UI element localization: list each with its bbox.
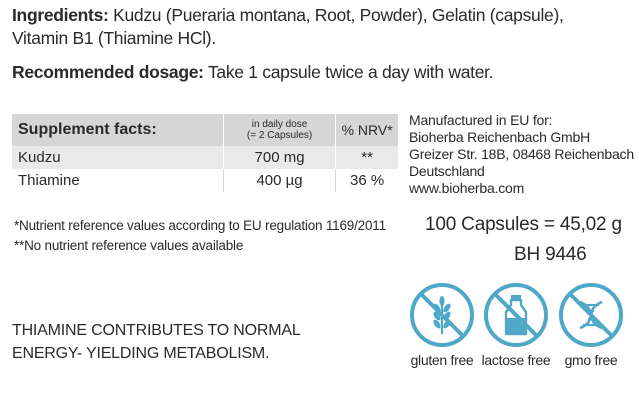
table-title: Supplement facts: [18, 121, 157, 138]
nrv-header: % NRV* [341, 121, 393, 138]
nrv-header-cell [336, 114, 398, 146]
table-title-cell [12, 114, 223, 146]
wheat-icon [409, 282, 475, 348]
manufacturer-company: Bioherba Reichenbach GmbH [409, 129, 590, 145]
product-code: BH 9446 [514, 244, 587, 265]
table-row [12, 146, 398, 169]
table-row [12, 169, 398, 192]
dna-icon [558, 282, 624, 348]
ingredient-nrv: ** [336, 146, 398, 169]
dosage-text [12, 62, 493, 83]
dose-header-line2: (= 2 Capsules) [246, 130, 313, 141]
capsule-quantity: 100 Capsules = 45,02 g [425, 214, 622, 235]
gluten-free-badge [404, 282, 480, 368]
table-header-row [12, 114, 398, 146]
footnote-nrv: *Nutrient reference values according to EU regulation 1169/2011 [14, 218, 386, 233]
ingredient-amount: 700 mg [223, 146, 335, 169]
health-claim [12, 319, 301, 365]
manufacturer-info [409, 112, 634, 197]
lactose-free-badge [478, 282, 554, 368]
ingredient-amount: 400 µg [223, 169, 335, 192]
footnote-no-nrv: **No nutrient reference values available [14, 238, 244, 253]
ingredients-value: Kudzu (Pueraria montana, Root, Powder), Gelatin (capsule), Vitamin B1 (Thiamine HCl). [12, 5, 564, 48]
footnotes [14, 216, 386, 256]
ingredients-text [12, 4, 612, 50]
dose-header-cell [223, 114, 335, 146]
dosage-value: Take 1 capsule twice a day with water. [203, 62, 494, 82]
supplement-facts-table [12, 114, 398, 192]
lactose-free-label: lactose free [481, 352, 551, 368]
manufacturer-country: Deutschland [409, 163, 485, 179]
gmo-free-badge [553, 282, 629, 368]
gluten-free-label: gluten free [410, 352, 474, 368]
health-claim-line2: ENERGY- YIELDING METABOLISM. [12, 345, 270, 362]
ingredient-nrv: 36 % [336, 169, 398, 192]
dosage-label: Recommended dosage: [12, 62, 204, 82]
health-claim-line1: THIAMINE CONTRIBUTES TO NORMAL [12, 322, 301, 339]
manufacturer-address: Greizer Str. 18B, 08468 Reichenbach [409, 146, 634, 162]
gmo-free-label: gmo free [564, 352, 618, 368]
ingredients-label: Ingredients: [12, 5, 109, 25]
ingredient-name: Thiamine [12, 169, 223, 192]
ingredient-name: Kudzu [12, 146, 223, 169]
manufacturer-website: www.bioherba.com [409, 180, 525, 196]
dose-header-line1: in daily dose [251, 119, 308, 130]
manufacturer-heading: Manufactured in EU for: [409, 112, 553, 128]
milk-bottle-icon [483, 282, 549, 348]
